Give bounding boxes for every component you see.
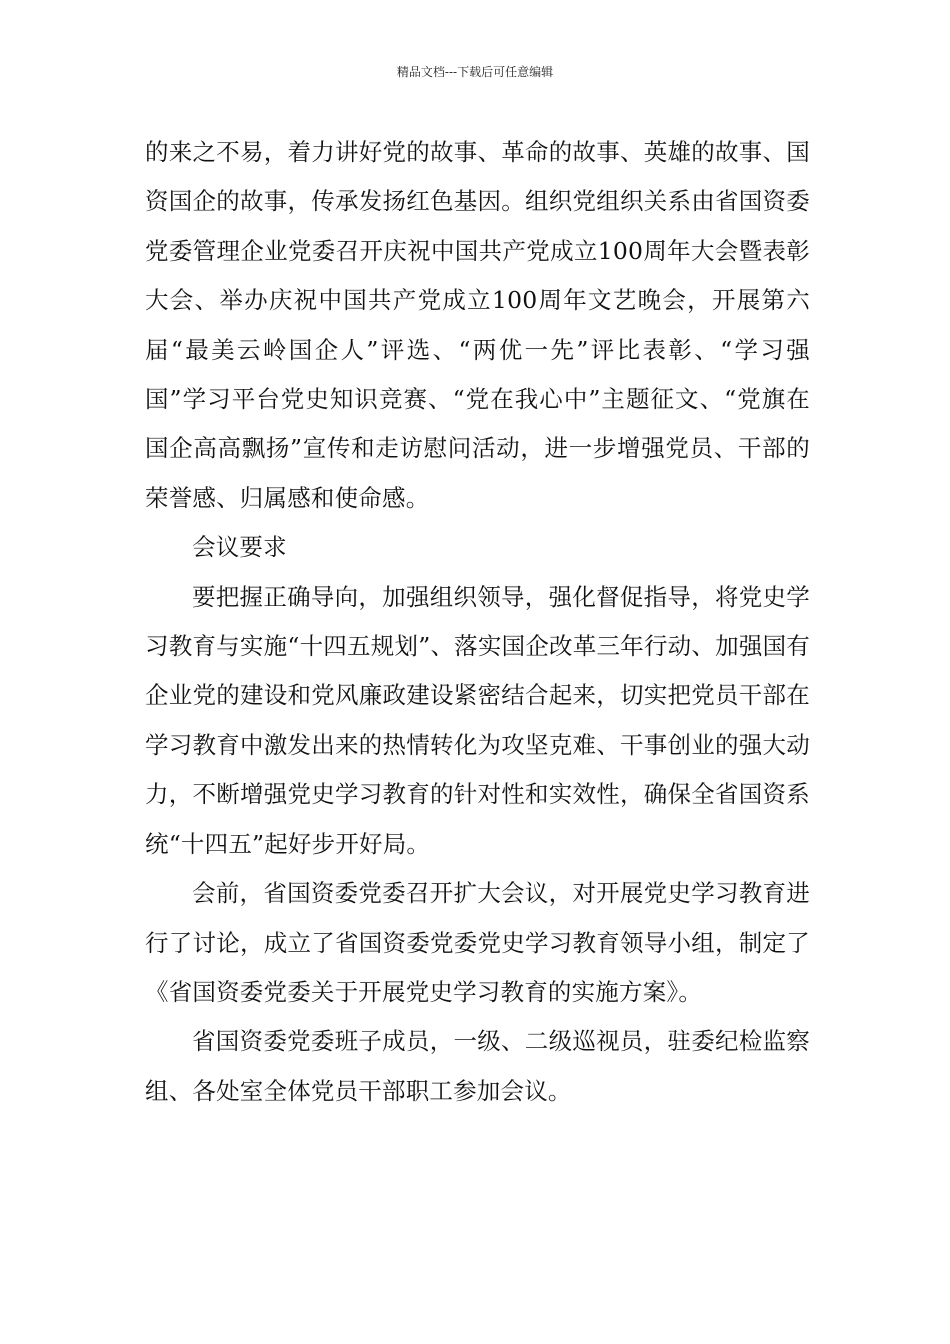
paragraph-5: 省国资委党委班子成员，一级、二级巡视员，驻委纪检监察组、各处室全体党员干部职工参加会议。 (145, 1027, 810, 1105)
paragraph-3: 要把握正确导向，加强组织领导，强化督促指导，将党史学习教育与实施“十四五规划”、落实国企改革三年行动、加强国有企业党的建设和党风廉政建设紧密结合起来，切实把党员干部在学习教育中激发出来的热情转化为攻坚克难、干事创业的强大动力，不断增强党史学习教育的针对性和实效性，确保全省国资系统“十四五”起好步开好局。 (145, 582, 810, 858)
section-heading-meeting-requirements: 会议要求 (192, 533, 287, 562)
page-header: 精品文档---下载后可任意编辑 (396, 65, 554, 79)
paragraph-4: 会前，省国资委党委召开扩大会议，对开展党史学习教育进行了讨论，成立了省国资委党委党史学习教育领导小组，制定了《省国资委党委关于开展党史学习教育的实施方案》。 (145, 879, 810, 1006)
document-body (145, 128, 810, 1116)
paragraph-1: 的来之不易，着力讲好党的故事、革命的故事、英雄的故事、国资国企的故事，传承发扬红色基因。组织党组织关系由省国资委党委管理企业党委召开庆祝中国共产党成立100周年大会暨表彰大会、举办庆祝中国共产党成立100周年文艺晚会，开展第六届“最美云岭国企人”评选、“两优一先”评比表彰、“学习强国”学习平台党史知识竞赛、“党在我心中”主题征文、“党旗在国企高高飘扬”宣传和走访慰问活动，进一步增强党员、干部的荣誉感、归属感和使命感。 (145, 138, 810, 512)
